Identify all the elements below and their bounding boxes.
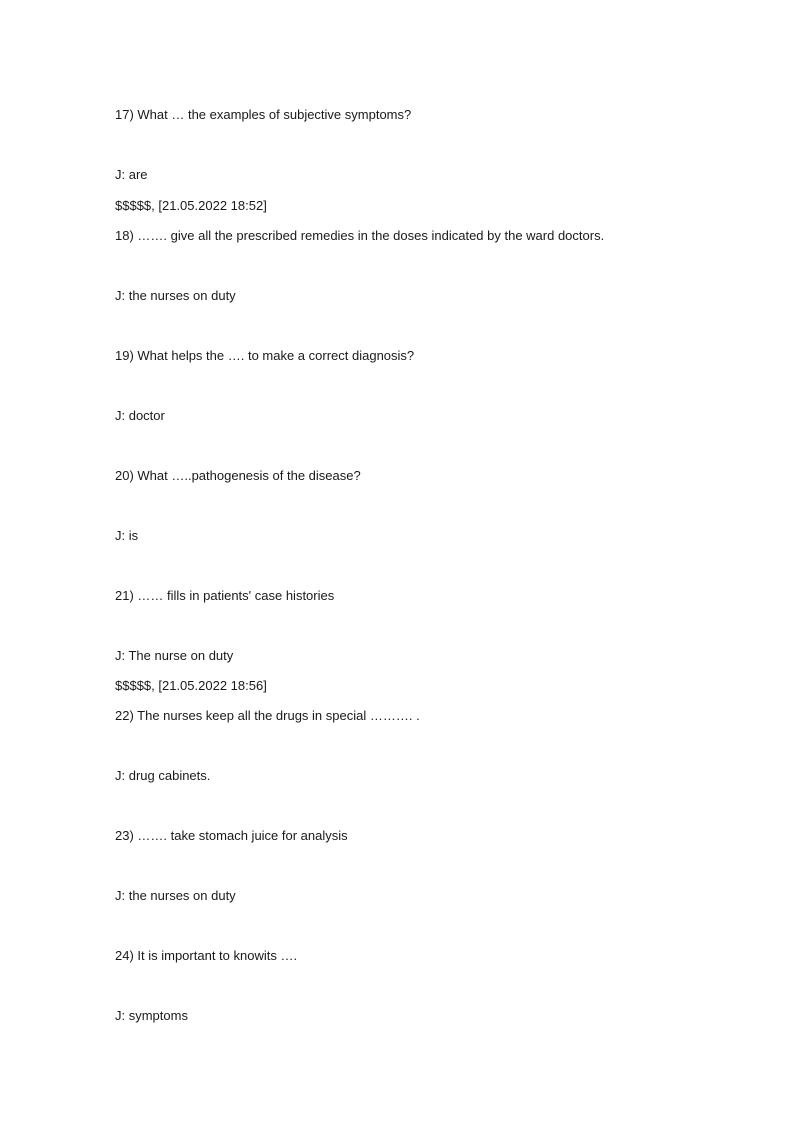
message-timestamp: $$$$$, [21.05.2022 18:56] xyxy=(115,678,267,693)
question-23: 23) ……. take stomach juice for analysis xyxy=(115,828,348,843)
answer-24: J: symptoms xyxy=(115,1008,188,1023)
message-timestamp: $$$$$, [21.05.2022 18:52] xyxy=(115,198,267,213)
question-24: 24) It is important to knowits …. xyxy=(115,948,298,963)
answer-18: J: the nurses on duty xyxy=(115,288,236,303)
question-21: 21) …… fills in patients' case histories xyxy=(115,588,335,603)
question-22: 22) The nurses keep all the drugs in special ………. . xyxy=(115,708,420,723)
answer-22: J: drug cabinets. xyxy=(115,768,211,783)
question-17: 17) What … the examples of subjective symptoms? xyxy=(115,107,412,122)
answer-20: J: is xyxy=(115,528,139,543)
answer-19: J: doctor xyxy=(115,408,165,423)
question-18: 18) ……. give all the prescribed remedies in the doses indicated by the ward doctors. xyxy=(115,228,605,243)
question-19: 19) What helps the …. to make a correct diagnosis? xyxy=(115,348,415,363)
answer-21: J: The nurse on duty xyxy=(115,648,234,663)
question-20: 20) What …..pathogenesis of the disease? xyxy=(115,468,361,483)
answer-23: J: the nurses on duty xyxy=(115,888,236,903)
answer-17: J: are xyxy=(115,167,148,182)
